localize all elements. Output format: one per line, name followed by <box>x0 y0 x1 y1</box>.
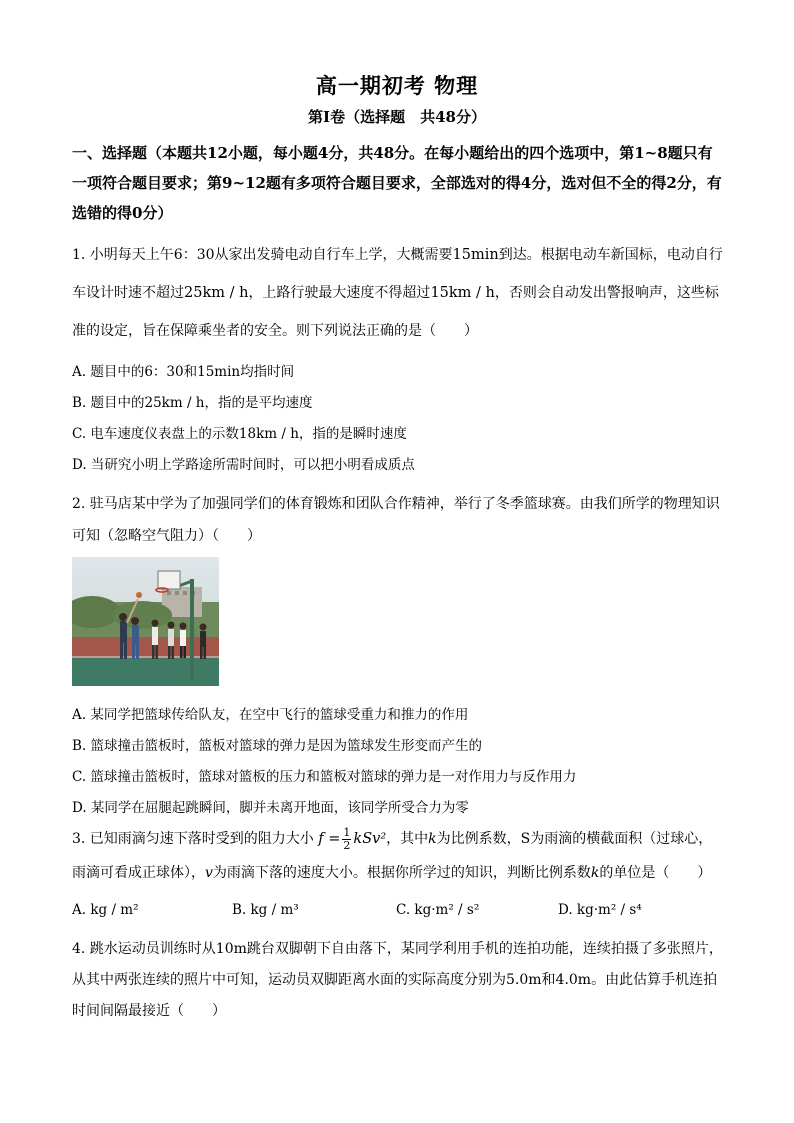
q3-formula-lhs: f = <box>318 831 341 847</box>
q2-option-c: C. 篮球撞击篮板时，篮球对篮板的压力和篮板对篮球的弹力是一对作用力与反作用力 <box>72 769 577 785</box>
q1-option-a: A. 题目中的6：30和15min均指时间 <box>72 364 295 380</box>
basketball-photo-illustration <box>72 557 219 686</box>
q3-formula-fraction <box>342 827 351 852</box>
q3-option-d: D. kg·m² / s⁴ <box>558 902 642 918</box>
q2-option-d: D. 某同学在屈腿起跳瞬间，脚并未离开地面，该同学所受合力为零 <box>72 800 469 816</box>
q3-symbol-v: v <box>205 865 213 881</box>
q1-text-part: ，否则会自动发出警报响声，这些标准的设定，旨在保障乘坐者的安全。则下列说法正确的是（ ） <box>72 285 719 339</box>
q3-option-a: A. kg / m² <box>72 902 139 918</box>
q3-symbol-k: k <box>590 865 600 881</box>
question-3-stem <box>72 822 724 890</box>
fraction-numerator: 1 <box>343 825 351 839</box>
q3-symbol-k: k <box>428 831 437 847</box>
q1-max-speed: 15km / h <box>430 285 495 301</box>
q1-option-c: C. 电车速度仪表盘上的示数18km / h，指的是瞬时速度 <box>72 426 407 442</box>
basketball-photo <box>72 557 219 686</box>
question-1-stem <box>72 236 724 350</box>
question-4-stem: 4. 跳水运动员训练时从10m跳台双脚朝下自由落下，某同学利用手机的连拍功能，连续拍摄了多张照片，从其中两张连续的照片中可知，运动员双脚距离水面的实际高度分别为5.0m和4.0m。由此估算手机连拍时间间隔最接近（ ） <box>72 941 723 1019</box>
exam-title: 高一期初考 物理 <box>315 73 479 98</box>
q3-text-part: ，其中 <box>386 831 429 847</box>
q1-duration: 15min <box>452 247 499 263</box>
q1-text-part: 到达。根据电动车新国标，电动自行车设计时速不超过 <box>72 247 723 301</box>
q1-option-b: B. 题目中的25km / h，指的是平均速度 <box>72 395 313 411</box>
q3-text-part: 为雨滴下落的速度大小。根据你所学过的知识，判断比例系数 <box>212 865 591 881</box>
section-instructions: 一、选择题（本题共12小题，每小题4分，共48分。在每小题给出的四个选项中，第1~8题只有一项符合题目要求；第9~12题有多项符合题目要求，全部选对的得4分，选对但不全的得2分，有选错的得0分） <box>72 144 722 222</box>
q2-option-a: A. 某同学把篮球传给队友，在空中飞行的篮球受重力和推力的作用 <box>72 707 469 723</box>
q3-option-c: C. kg·m² / s² <box>396 902 480 918</box>
q1-option-d: D. 当研究小明上学路途所需时间时，可以把小明看成质点 <box>72 457 415 473</box>
q3-formula-rhs: kSv² <box>353 831 387 847</box>
question-2-stem: 2. 驻马店某中学为了加强同学们的体育锻炼和团队合作精神，举行了冬季篮球赛。由我们所学的物理知识可知（忽略空气阻力）（ ） <box>72 496 720 544</box>
section-subtitle: 第Ⅰ卷（选择题 共48分） <box>308 108 486 126</box>
fraction-denominator: 2 <box>343 838 351 852</box>
q1-text-part: ，上路行驶最大速度不得超过 <box>248 285 431 301</box>
q3-text-part: 3. 已知雨滴匀速下落时受到的阻力大小 <box>72 831 314 847</box>
q2-option-b: B. 篮球撞击篮板时，篮板对篮球的弹力是因为篮球发生形变而产生的 <box>72 738 483 754</box>
q3-text-part: 的单位是（ ） <box>599 865 712 881</box>
q1-design-speed: 25km / h <box>184 285 249 301</box>
q1-text-part: 1. 小明每天上午6：30从家出发骑电动自行车上学，大概需要 <box>72 247 453 263</box>
q3-text-part: 为比例系数，S为雨滴的横截面积（过球心，雨滴可看成正球体）， <box>72 831 713 881</box>
q3-option-b: B. kg / m³ <box>232 902 299 918</box>
